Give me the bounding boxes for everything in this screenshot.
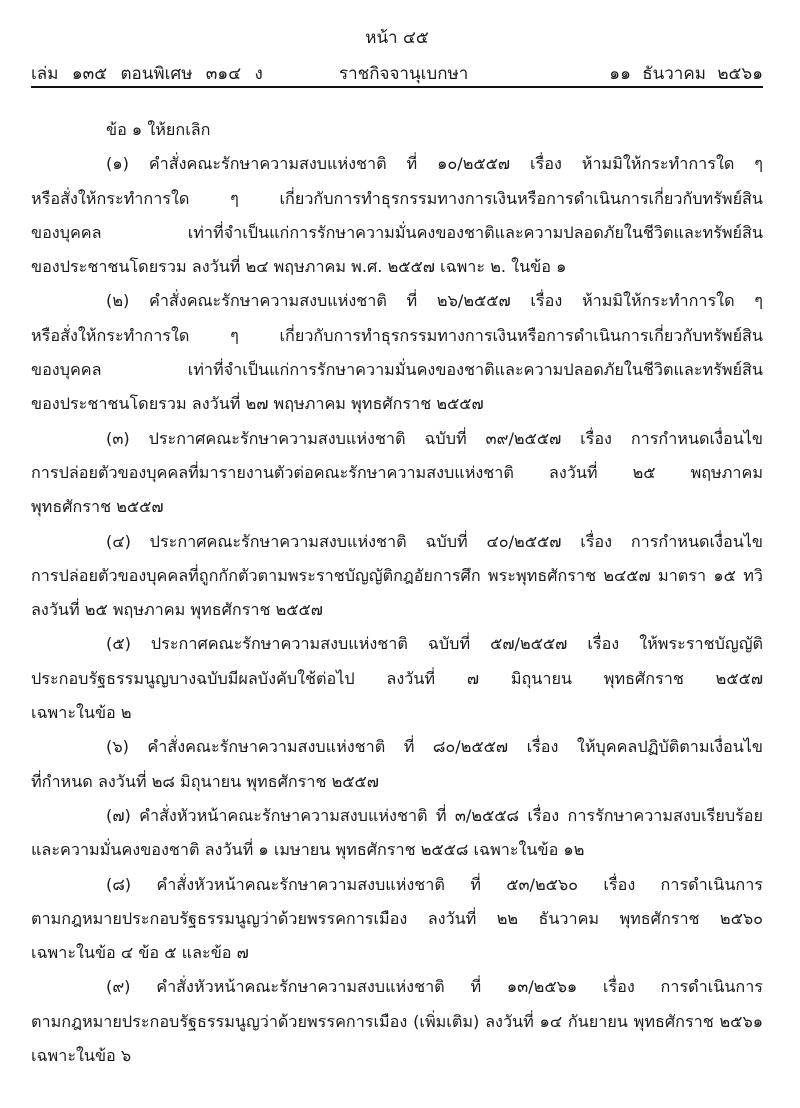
item-line: (๕) ประกาศคณะรักษาความสงบแห่งชาติ ฉบับที่ ๕๗/๒๕๕๗ เรื่อง ให้พระราชบัญญัติ [106,634,763,654]
clause-heading: ข้อ ๑ ให้ยกเลิก [106,120,211,139]
document-body [31,113,763,1073]
item-line: (๔) ประกาศคณะรักษาความสงบแห่งชาติ ฉบับที่ ๔๐/๒๕๕๗ เรื่อง การกำหนดเงื่อนไข [106,531,763,551]
item-line: ที่กำหนด ลงวันที่ ๒๘ มิถุนายน พุทธศักราช ๒๕๕๗ [31,771,379,791]
item-line: ตามกฎหมายประกอบรัฐธรรมนูญว่าด้วยพรรคการเมือง (เพิ่มเติม) ลงวันที่ ๑๔ กันยายน พุทธศักราช ๒๕๖๑ [31,1011,763,1031]
list-item [31,627,763,730]
list-item [31,525,763,628]
item-line: ของบุคคล เท่าที่จำเป็นแก่การรักษาความมั่นคงของชาติและความปลอดภัยในชีวิตและทรัพย์สิน [31,360,763,380]
running-header [31,62,763,86]
item-line: ลงวันที่ ๒๕ พฤษภาคม พุทธศักราช ๒๕๕๗ [31,600,323,620]
list-item [31,284,763,421]
item-line: หรือสั่งให้กระทำการใด ๆ เกี่ยวกับการทำธุรกรรมทางการเงินหรือการดำเนินการเกี่ยวกับทรัพย์สิน [31,188,763,208]
item-line: ประกอบรัฐธรรมนูญบางฉบับมีผลบังคับใช้ต่อไป ลงวันที่ ๗ มิถุนายน พุทธศักราช ๒๕๕๗ [31,668,763,688]
item-line: ตามกฎหมายประกอบรัฐธรรมนูญว่าด้วยพรรคการเมือง ลงวันที่ ๒๒ ธันวาคม พุทธศักราช ๒๕๖๐ [31,908,763,928]
item-line: ของบุคคล เท่าที่จำเป็นแก่การรักษาความมั่นคงของชาติและความปลอดภัยในชีวิตและทรัพย์สิน [31,222,763,242]
item-line: เฉพาะในข้อ ๒ [31,703,132,723]
item-line: ของประชาชนโดยรวม ลงวันที่ ๒๗ พฤษภาคม พุทธศักราช ๒๕๕๗ [31,394,484,414]
item-line: พุทธศักราช ๒๕๕๗ [31,497,164,517]
list-item [31,422,763,525]
list-item [31,868,763,971]
item-line: ของประชาชนโดยรวม ลงวันที่ ๒๔ พฤษภาคม พ.ศ. ๒๕๕๗ เฉพาะ ๒. ในข้อ ๑ [31,257,567,277]
list-item [31,730,763,799]
item-line: (๒) คำสั่งคณะรักษาความสงบแห่งชาติ ที่ ๒๖/๒๕๕๗ เรื่อง ห้ามมิให้กระทำการใด ๆ [106,291,763,311]
publication-title: ราชกิจจานุเบกษา [339,64,469,84]
item-line: (๓) ประกาศคณะรักษาความสงบแห่งชาติ ฉบับที่ ๓๙/๒๕๕๗ เรื่อง การกำหนดเงื่อนไข [106,428,763,448]
item-line: และความมั่นคงของชาติ ลงวันที่ ๑ เมษายน พุทธศักราช ๒๕๕๘ เฉพาะในข้อ ๑๒ [31,840,585,860]
header-divider [31,86,763,88]
list-item [31,970,763,1073]
item-line: เฉพาะในข้อ ๖ [31,1046,132,1066]
page-number: หน้า ๔๕ [365,28,429,48]
item-line: (๗) คำสั่งหัวหน้าคณะรักษาความสงบแห่งชาติ ที่ ๓/๒๕๕๘ เรื่อง การรักษาความสงบเรียบร้อย [106,805,763,825]
item-line: (๑) คำสั่งคณะรักษาความสงบแห่งชาติ ที่ ๑๐/๒๕๕๗ เรื่อง ห้ามมิให้กระทำการใด ๆ [106,154,763,174]
item-line: เฉพาะในข้อ ๔ ข้อ ๕ และข้อ ๗ [31,943,249,963]
item-line: (๘) คำสั่งหัวหน้าคณะรักษาความสงบแห่งชาติ ที่ ๕๓/๒๕๖๐ เรื่อง การดำเนินการ [106,874,763,894]
item-line: การปล่อยตัวของบุคคลที่มารายงานตัวต่อคณะรักษาความสงบแห่งชาติ ลงวันที่ ๒๕ พฤษภาคม [31,462,763,482]
volume-issue: เล่ม ๑๓๕ ตอนพิเศษ ๓๑๔ ง [31,64,263,84]
item-line: (๙) คำสั่งหัวหน้าคณะรักษาความสงบแห่งชาติ ที่ ๑๓/๒๕๖๑ เรื่อง การดำเนินการ [106,977,763,997]
item-line: การปล่อยตัวของบุคคลที่ถูกกักตัวตามพระราชบัญญัติกฎอัยการศึก พระพุทธศักราช ๒๔๕๗ มาตรา ๑๕ ทวิ [31,565,763,585]
list-item [31,799,763,868]
item-line: หรือสั่งให้กระทำการใด ๆ เกี่ยวกับการทำธุรกรรมทางการเงินหรือการดำเนินการเกี่ยวกับทรัพย์สิน [31,325,763,345]
item-line: (๖) คำสั่งคณะรักษาความสงบแห่งชาติ ที่ ๘๐/๒๕๕๗ เรื่อง ให้บุคคลปฏิบัติตามเงื่อนไข [106,737,763,757]
list-item [31,147,763,284]
publication-date: ๑๑ ธันวาคม ๒๕๖๑ [609,64,763,84]
